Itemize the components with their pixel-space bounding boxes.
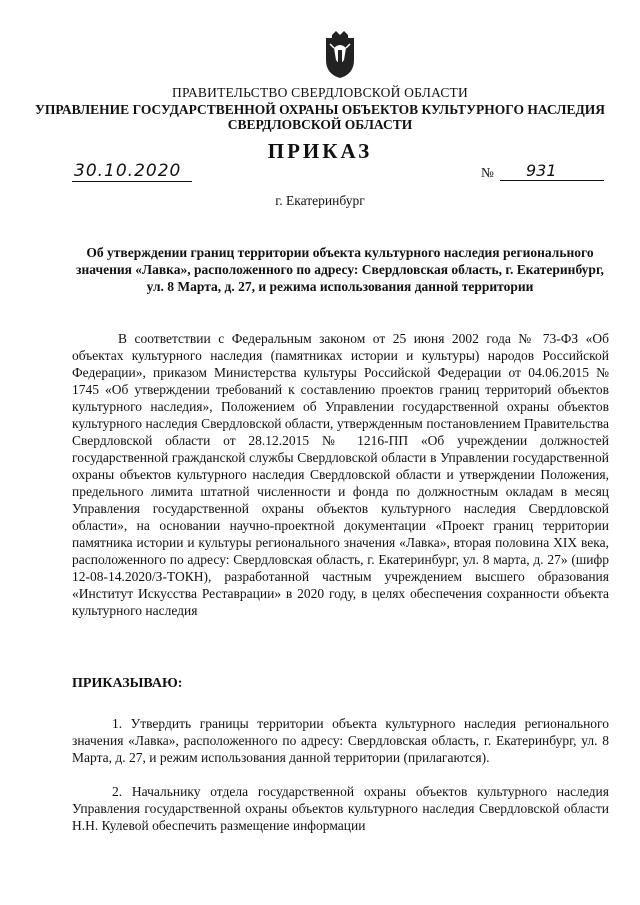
department-line-2: СВЕРДЛОВСКОЙ ОБЛАСТИ <box>227 117 413 132</box>
preamble-paragraph: В соответствии с Федеральным законом от 25 июня 2002 года № 73-ФЗ «Об объектах культурного наследия (памятниках истории и культуры) народов Российской Федерации», приказом Министерства культуры Российской Федерации от 04.06.2015 № 1745 «Об утверждении требований к составлению проектов границ территорий объектов культурного наследия», Положением об Управлении государственной охраны объектов культурного наследия Свердловской области, утвержденным постановлением Правительства Свердловской области от 28.12.2015 № 1216-ПП «Об учреждении должностей государственной гражданской службы Свердловской области в Управлении государственной охраны объектов культурного наследия Свердловской области и утверждении Положения, предельного лимита штатной численности и фонда по должностным окладам в месяц Управления государственной охраны объектов культурного наследия Свердловской области», на основании научно-проектной документации «Проект границ территории памятника истории и культуры регионального значения «Лавка», вторая половина XIX века, расположенного по адресу: Свердловская область, г. Екатеринбург, ул. 8 марта, д. 27» (шифр 12-08-14.2020/З-ТОКН), разработанной частным учреждением высшего образования «Институт Искусства Реставрации» в 2020 году, в целях обеспечения сохранности объекта культурного наследия <box>72 331 609 618</box>
order-word: ПРИКАЗЫВАЮ: <box>72 676 183 691</box>
order-title: Об утверждении границ территории объекта культурного наследия регионального значения «Лавка», расположенного по адресу: Свердловская область, г. Екатеринбург, ул. 8 Марта, д. 27, и режима использования данной территории <box>76 245 604 294</box>
number-label: № <box>481 165 494 180</box>
order-item-2: 2. Начальнику отдела государственной охраны объектов культурного наследия Управления государственной охраны объектов культурного наследия Свердловской области Н.Н. Кулевой обеспечить размещение информации <box>72 784 609 833</box>
coat-of-arms-icon <box>322 30 358 80</box>
document-type: ПРИКАЗ <box>267 139 373 163</box>
department-line-1: УПРАВЛЕНИЕ ГОСУДАРСТВЕННОЙ ОХРАНЫ ОБЪЕКТОВ КУЛЬТУРНОГО НАСЛЕДИЯ <box>34 102 606 117</box>
order-item-1: 1. Утвердить границы территории объекта культурного наследия регионального значения «Лавка», расположенного по адресу: Свердловская область, г. Екатеринбург, ул. 8 Марта, д. 27, и режим использования данной территории (прилагаются). <box>72 716 609 765</box>
department-name <box>0 102 640 132</box>
government-name: ПРАВИТЕЛЬСТВО СВЕРДЛОВСКОЙ ОБЛАСТИ <box>172 85 468 100</box>
order-date: 30.10.2020 <box>72 161 192 182</box>
order-number: 931 <box>500 161 604 181</box>
city: г. Екатеринбург <box>275 193 365 208</box>
